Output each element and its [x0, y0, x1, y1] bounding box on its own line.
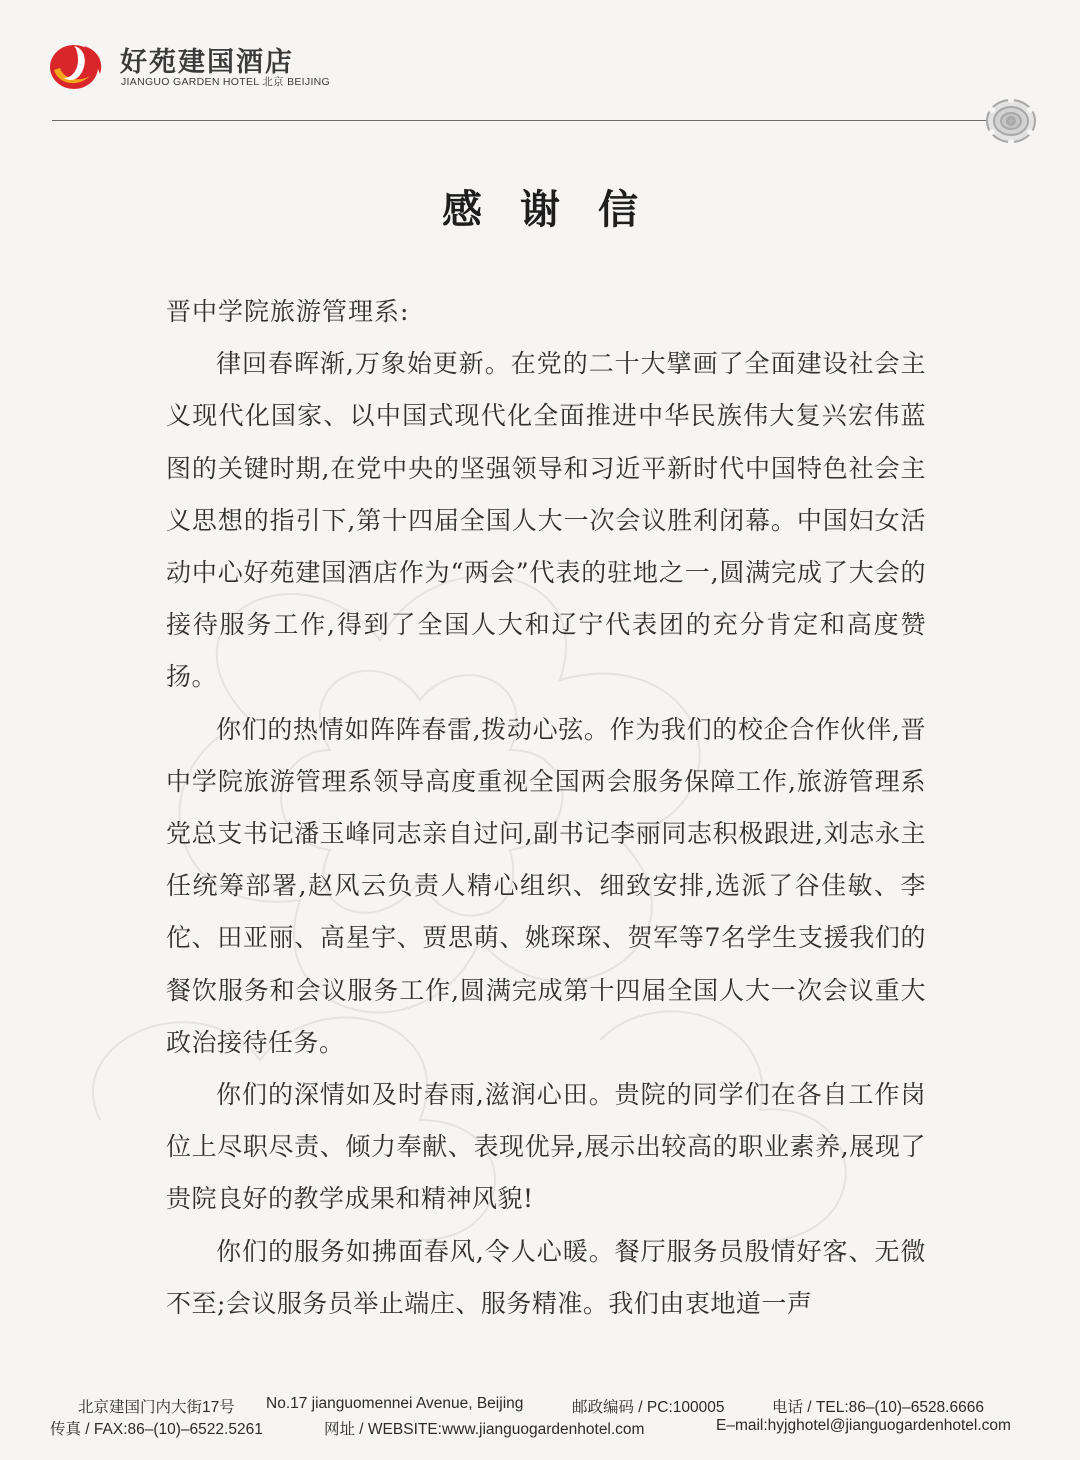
footer-tel: 电话 / TEL:86–(10)–6528.6666 [772, 1399, 984, 1416]
header-divider [52, 120, 987, 121]
hotel-name-en: JIANGUO GARDEN HOTEL 北京 BEIJING [121, 76, 331, 88]
peony-flower-icon [984, 96, 1038, 146]
body-paragraph-1: 律回春晖渐,万象始更新。在党的二十大擘画了全面建设社会主义现代化国家、以中国式现代化全面推进中华民族伟大复兴宏伟蓝图的关键时期,在党中央的坚强领导和习近平新时代中国特色社会主义思想的指引下,第十四届全国人大一次会议胜利闭幕。中国妇女活动中心好苑建国酒店作为“两会”代表的驻地之一,圆满完成了大会的接待服务工作,得到了全国人大和辽宁代表团的充分肯定和高度赞扬。 [166, 349, 926, 692]
footer-email[interactable]: E–mail:hyjghotel@jianguogardenhotel.com [716, 1417, 1011, 1434]
letterhead [0, 0, 1080, 160]
salutation: 晋中学院旅游管理系: [166, 297, 410, 326]
letter-title: 感谢信 [442, 186, 676, 233]
swoosh-j-logo-icon [44, 40, 108, 92]
body-paragraph-3: 你们的深情如及时春雨,滋润心田。贵院的同学们在各自工作岗位上尽职尽责、倾力奉献、表现优异,展示出较高的职业素养,展现了贵院良好的教学成果和精神风貌! [166, 1080, 926, 1214]
letter-body [166, 286, 926, 1330]
footer-postcode: 邮政编码 / PC:100005 [572, 1399, 725, 1416]
body-paragraph-2: 你们的热情如阵阵春雷,拨动心弦。作为我们的校企合作伙伴,晋中学院旅游管理系领导高度重视全国两会服务保障工作,旅游管理系党总支书记潘玉峰同志亲自过问,副书记李丽同志积极跟进,刘志永主任统筹部署,赵风云负责人精心组织、细致安排,选派了谷佳敏、李佗、田亚丽、高星宇、贾思萌、姚琛琛、贺军等7名学生支援我们的餐饮服务和会议服务工作,圆满完成第十四届全国人大一次会议重大政治接待任务。 [166, 714, 926, 1057]
footer-address-cn: 北京建国门内大街17号 [78, 1399, 235, 1416]
body-paragraph-4: 你们的服务如拂面春风,令人心暖。餐厅服务员殷情好客、无微不至;会议服务员举止端庄、服务精准。我们由衷地道一声 [166, 1236, 926, 1318]
footer-address-en: No.17 jianguomennei Avenue, Beijing [266, 1395, 524, 1412]
footer-contact [0, 1390, 1080, 1450]
footer-website[interactable]: 网址 / WEBSITE:www.jianguogardenhotel.com [324, 1421, 645, 1438]
footer-fax: 传真 / FAX:86–(10)–6522.5261 [50, 1421, 263, 1438]
hotel-name-cn: 好苑建国酒店 [120, 47, 294, 78]
